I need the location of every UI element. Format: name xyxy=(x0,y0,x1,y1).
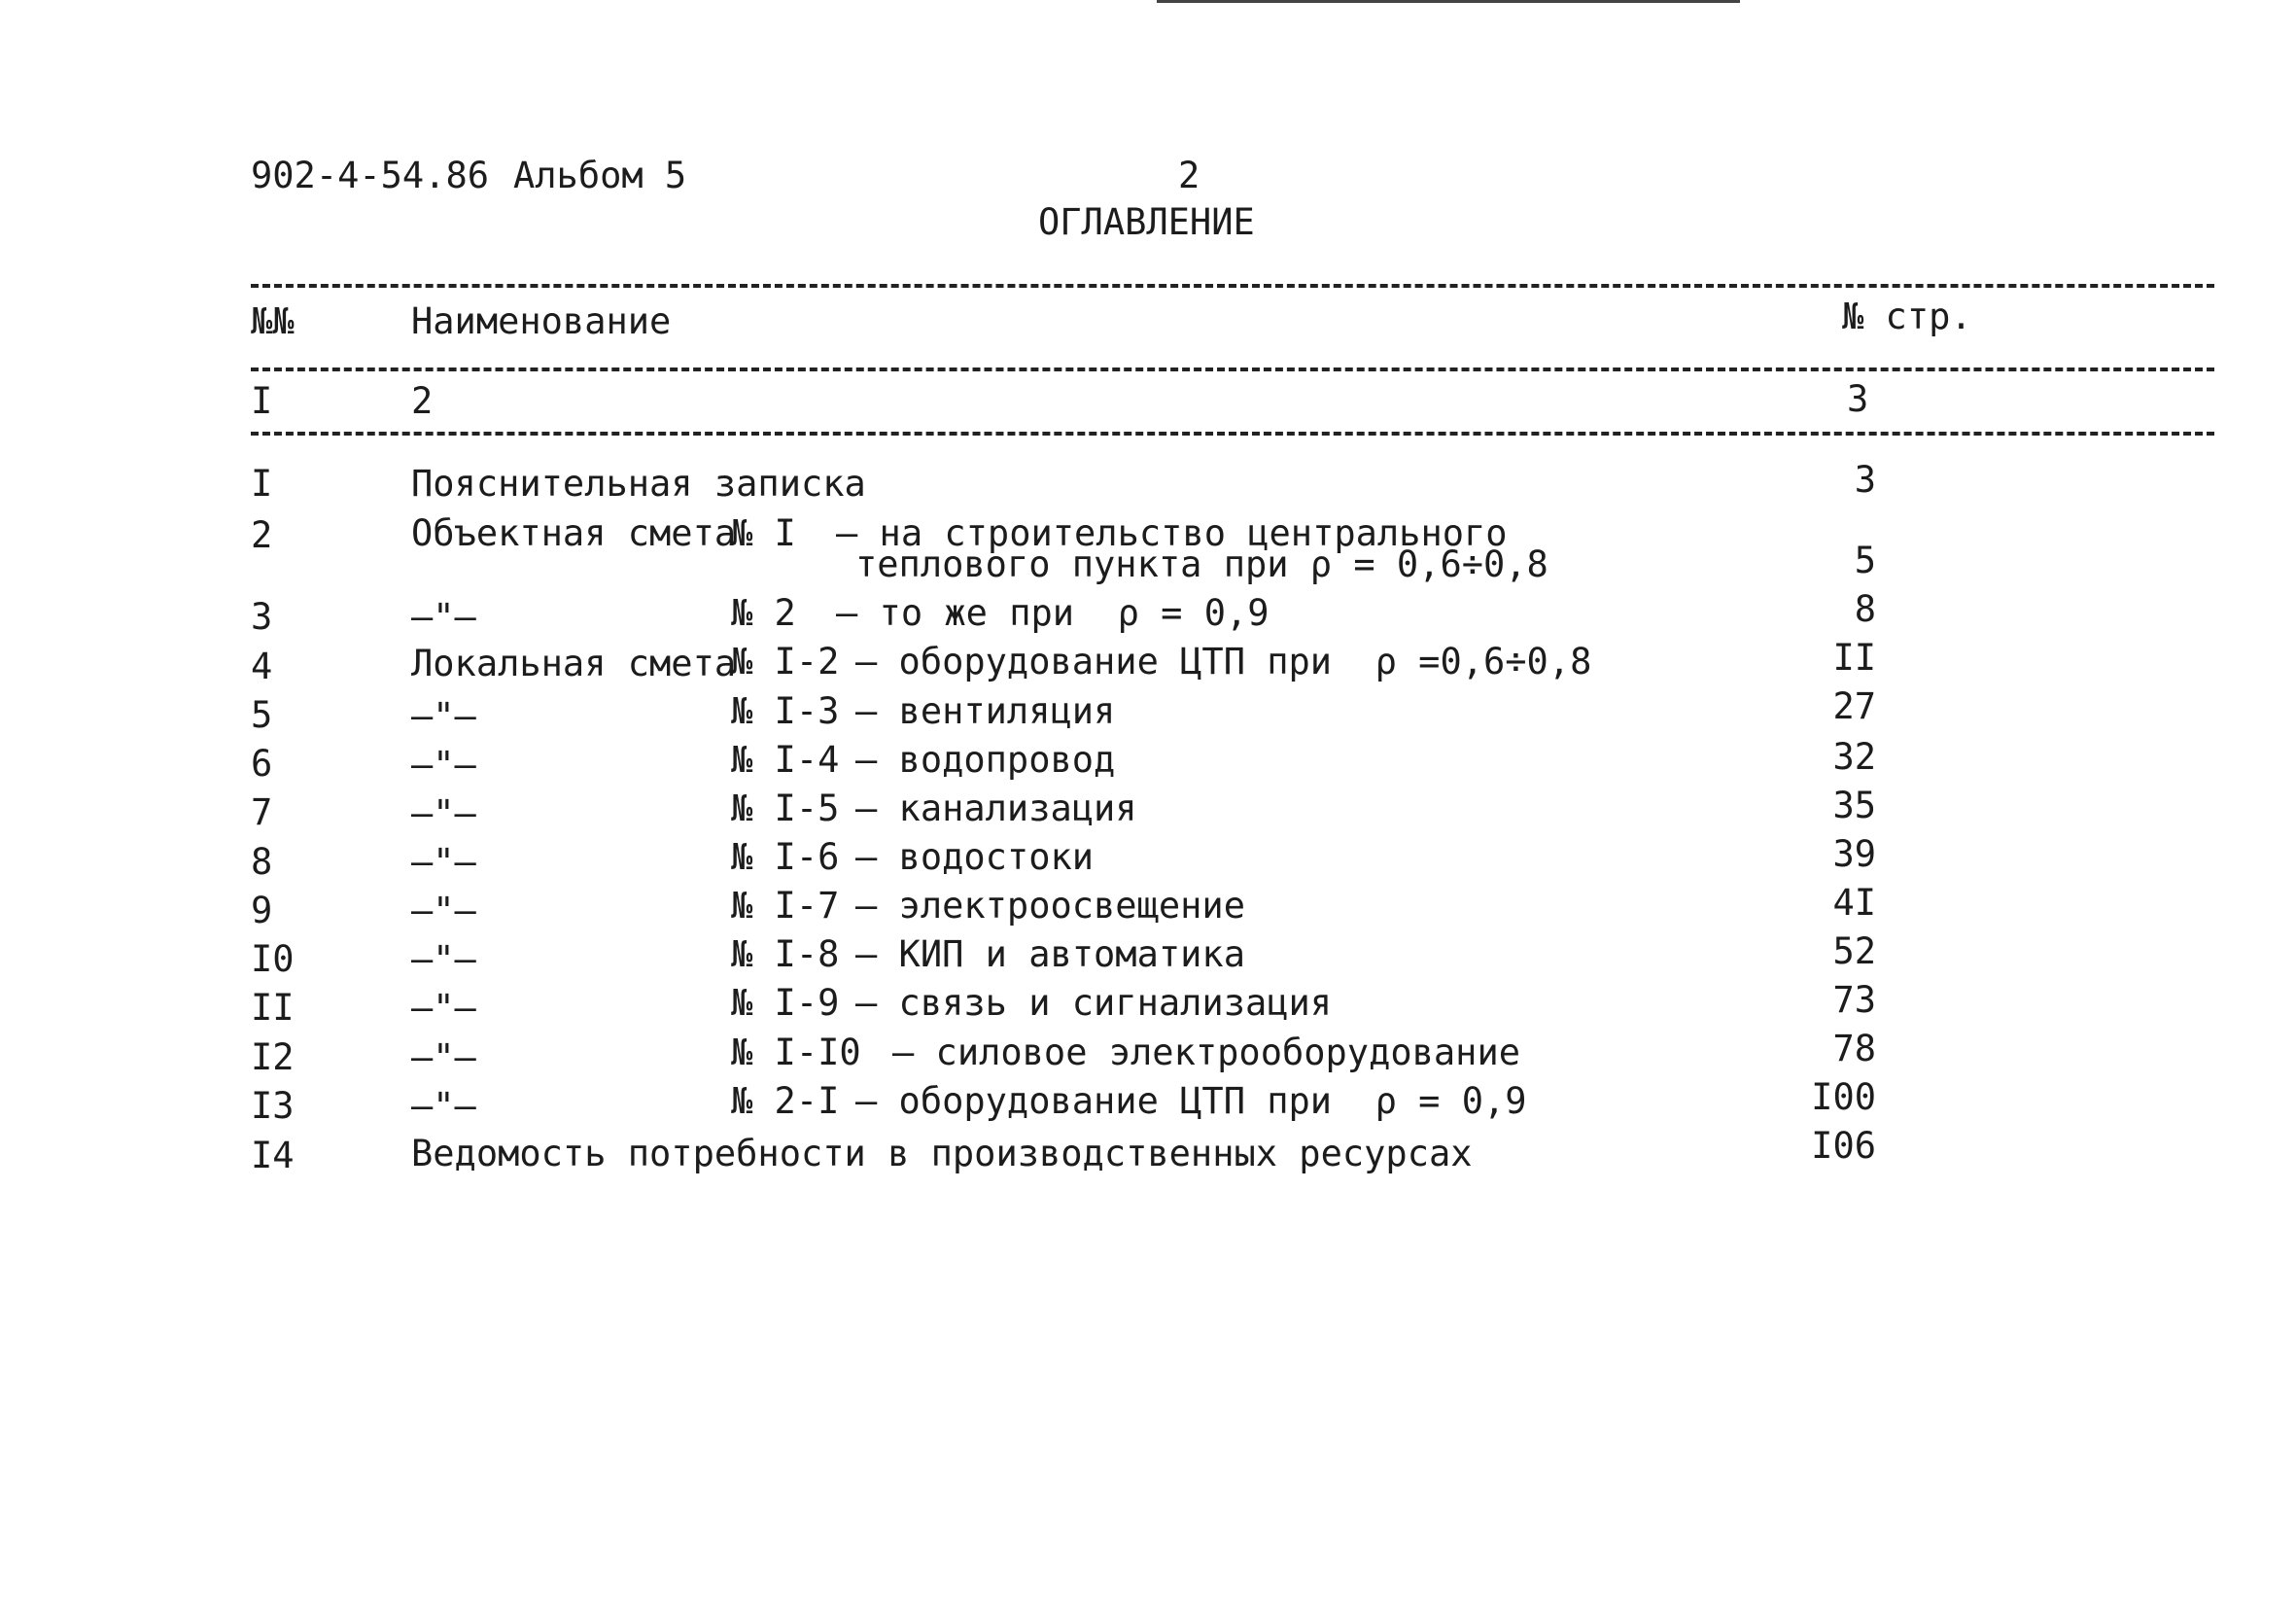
row-page: 8 xyxy=(1854,588,1876,630)
row-page: 73 xyxy=(1832,979,1876,1021)
colnum-page: 3 xyxy=(1847,378,1869,420)
row-description: – водостоки xyxy=(855,836,1095,878)
row-description: – на строительство центрального xyxy=(836,512,1508,554)
row-page: II xyxy=(1832,637,1876,679)
row-estimate-number: № 2-I xyxy=(731,1080,840,1122)
row-name: –"– xyxy=(411,596,476,638)
row-name: –"– xyxy=(411,987,476,1029)
header-rule xyxy=(251,368,2214,371)
row-num: 8 xyxy=(251,841,273,883)
row-page: 5 xyxy=(1854,540,1876,581)
page-number: 2 xyxy=(1178,155,1200,196)
row-name: Ведомость потребности в производственных ресурсах xyxy=(411,1133,1473,1174)
row-estimate-number: № I-7 xyxy=(731,885,840,927)
row-num: I2 xyxy=(251,1036,295,1078)
row-page: 35 xyxy=(1832,785,1876,826)
row-name: –"– xyxy=(411,938,476,980)
row-name: –"– xyxy=(411,890,476,931)
row-page: 27 xyxy=(1832,685,1876,727)
row-num: 3 xyxy=(251,596,273,638)
row-name: Локальная смета xyxy=(411,643,737,684)
row-num: 4 xyxy=(251,646,273,687)
row-description: – вентиляция xyxy=(855,690,1116,732)
row-num: II xyxy=(251,987,295,1029)
row-num: 6 xyxy=(251,743,273,785)
row-num: I0 xyxy=(251,938,295,980)
row-estimate-number: № I-6 xyxy=(731,836,840,878)
row-estimate-number: № I-3 xyxy=(731,690,840,732)
row-estimate-number: № I-I0 xyxy=(731,1032,861,1073)
colnum-name: 2 xyxy=(411,380,434,422)
row-page: I00 xyxy=(1811,1076,1876,1118)
row-num: 2 xyxy=(251,514,273,556)
row-num: 9 xyxy=(251,890,273,931)
row-page: I06 xyxy=(1811,1125,1876,1167)
document-code: 902-4-54.86 xyxy=(251,155,490,196)
row-num: 5 xyxy=(251,694,273,736)
row-page: 52 xyxy=(1832,930,1876,972)
row-description: – связь и сигнализация xyxy=(855,982,1333,1024)
table-top-rule xyxy=(251,284,2214,288)
row-estimate-number: № I-8 xyxy=(731,933,840,975)
row-name: –"– xyxy=(411,841,476,883)
row-name: –"– xyxy=(411,744,476,786)
row-name: –"– xyxy=(411,1085,476,1127)
row-page: 4I xyxy=(1832,882,1876,924)
row-name: Пояснительная записка xyxy=(411,463,866,505)
row-page: 78 xyxy=(1832,1028,1876,1069)
row-name: –"– xyxy=(411,792,476,834)
row-page: 39 xyxy=(1832,833,1876,875)
row-description: – оборудование ЦТП при ρ =0,6÷0,8 xyxy=(855,641,1592,682)
row-estimate-number: № I-2 xyxy=(731,641,840,682)
row-page: 3 xyxy=(1854,459,1876,501)
row-num: I3 xyxy=(251,1085,295,1127)
row-description-continued: теплового пункта при ρ = 0,6÷0,8 xyxy=(855,543,1548,585)
header-name: Наименование xyxy=(411,300,672,342)
row-estimate-number: № I-9 xyxy=(731,982,840,1024)
row-estimate-number: № I-5 xyxy=(731,788,840,829)
row-description: – то же при ρ = 0,9 xyxy=(836,592,1270,634)
row-page: 32 xyxy=(1832,736,1876,778)
colnum-rule xyxy=(251,432,2214,436)
row-num: 7 xyxy=(251,791,273,833)
row-estimate-number: № I xyxy=(731,512,796,554)
row-description: – канализация xyxy=(855,788,1137,829)
row-description: – водопровод xyxy=(855,739,1116,781)
scan-edge-line xyxy=(1157,0,1740,3)
row-description: – силовое электрооборудование xyxy=(892,1032,1521,1073)
row-description: – оборудование ЦТП при ρ = 0,9 xyxy=(855,1080,1527,1122)
album-label: Альбом 5 xyxy=(513,155,687,196)
header-page: № стр. xyxy=(1842,296,1972,337)
header-num: №№ xyxy=(251,300,295,342)
row-name: –"– xyxy=(411,1036,476,1078)
row-name: –"– xyxy=(411,695,476,737)
row-estimate-number: № I-4 xyxy=(731,739,840,781)
row-name: Объектная смета xyxy=(411,512,737,554)
row-description: – электроосвещение xyxy=(855,885,1245,927)
colnum-num: I xyxy=(251,380,273,422)
page-title: ОГЛАВЛЕНИЕ xyxy=(1038,201,1255,243)
row-description: – КИП и автоматика xyxy=(855,933,1245,975)
row-num: I xyxy=(251,463,273,505)
row-estimate-number: № 2 xyxy=(731,592,796,634)
row-num: I4 xyxy=(251,1135,295,1176)
